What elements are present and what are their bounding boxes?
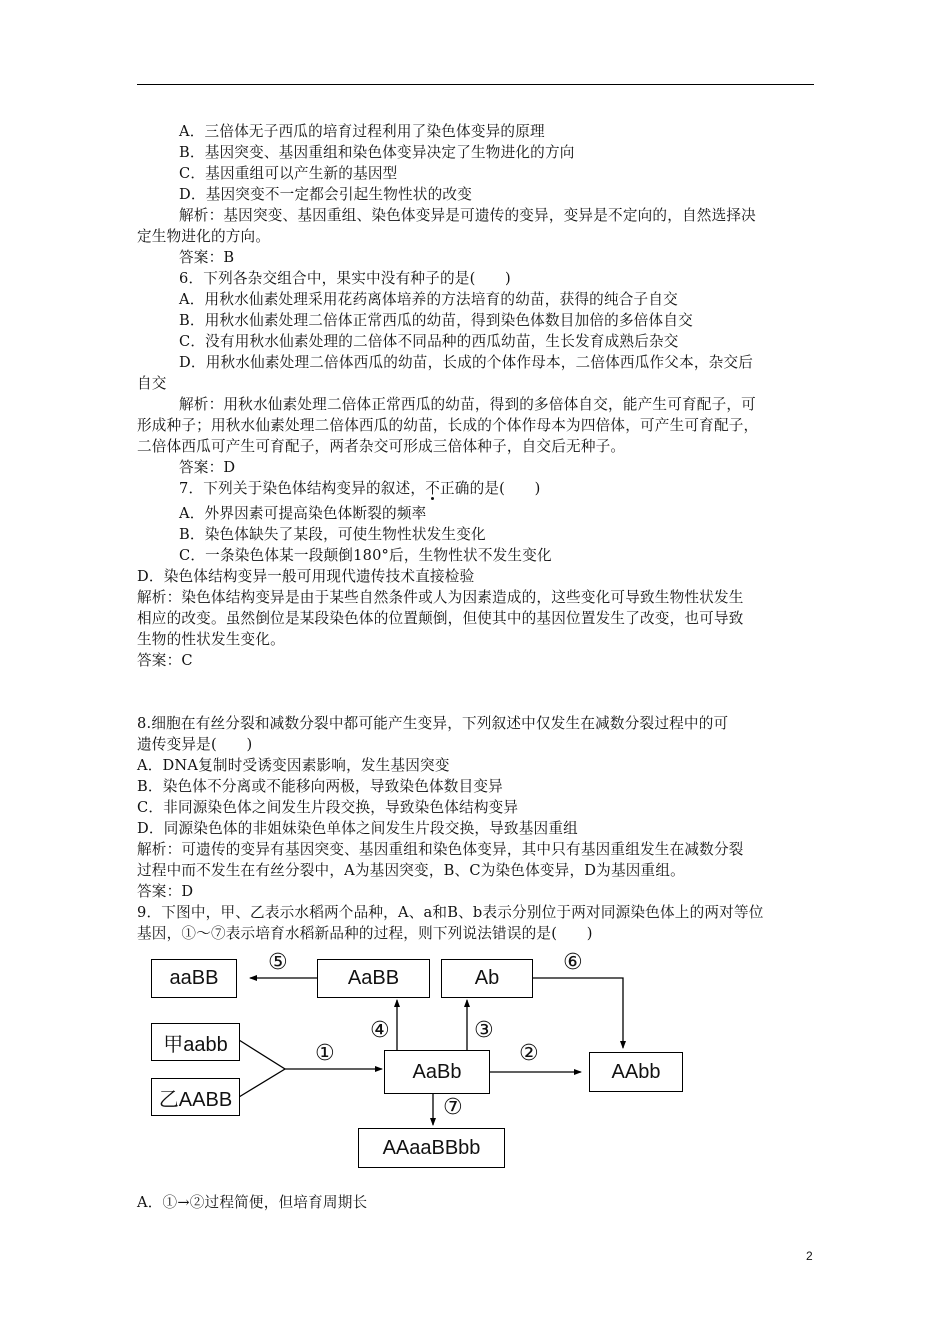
q7-emphasis-not: 不 [425, 480, 440, 497]
q8-stem-2: 遗传变异是( ) [137, 736, 253, 753]
box-AAaaBBbb: AAaaBBbb [358, 1128, 505, 1168]
q6-analysis-2: 形成种子；用秋水仙素处理二倍体西瓜的幼苗，长成的个体作母本为四倍体，可产生可育配子， [137, 417, 759, 434]
box-AaBB: AaBB [317, 959, 430, 998]
page-number: 2 [806, 1249, 813, 1263]
q9-option-a: A．①→②过程简便，但培育周期长 [137, 1194, 368, 1211]
q6-answer: 答案：D [179, 459, 236, 476]
q6-option-b: B．用秋水仙素处理二倍体正常西瓜的幼苗，得到染色体数目加倍的多倍体自交 [179, 312, 693, 329]
q7-analysis-2: 相应的改变。虽然倒位是某段染色体的位置颠倒，但使其中的基因位置发生了改变，也可导致 [137, 610, 744, 627]
q9-stem-1: 9．下图中，甲、乙表示水稻两个品种，A、a和B、b表示分别位于两对同源染色体上的两对等位 [137, 904, 764, 921]
q6-analysis-1: 解析：用秋水仙素处理二倍体正常西瓜的幼苗，得到的多倍体自交，能产生可育配子，可 [179, 396, 756, 413]
q5-analysis-2: 定生物进化的方向。 [137, 228, 271, 245]
q9-stem-2: 基因，①～⑦表示培育水稻新品种的过程，则下列说法错误的是( ) [137, 925, 593, 942]
step-2-label: ② [519, 1041, 539, 1066]
step-7-label: ⑦ [443, 1095, 463, 1120]
q5-option-a: A．三倍体无子西瓜的培育过程利用了染色体变异的原理 [179, 123, 545, 140]
q8-option-b: B．染色体不分离或不能移向两极，导致染色体数目变异 [137, 778, 503, 795]
q7-stem-part2: 正确的是( ) [439, 480, 541, 497]
q7-stem [179, 479, 541, 499]
step-3-label: ③ [474, 1018, 494, 1043]
q8-option-c: C．非同源染色体之间发生片段交换，导致染色体结构变异 [137, 799, 519, 816]
box-jia-aabb: 甲aabb [151, 1023, 240, 1061]
q7-option-c: C．一条染色体某一段颠倒180°后，生物性状不发生变化 [179, 547, 552, 564]
q8-analysis-1: 解析：可遗传的变异有基因突变、基因重组和染色体变异，其中只有基因重组发生在减数分裂 [137, 841, 744, 858]
q5-answer: 答案：B [179, 249, 235, 266]
q8-analysis-2: 过程中而不发生在有丝分裂中，A为基因突变，B、C为染色体变异，D为基因重组。 [137, 862, 685, 879]
step-5-label: ⑤ [268, 950, 288, 975]
q7-analysis-3: 生物的性状发生变化。 [137, 631, 285, 648]
q7-option-a: A．外界因素可提高染色体断裂的频率 [179, 505, 427, 522]
q6-stem: 6．下列各杂交组合中，果实中没有种子的是( ) [179, 270, 511, 287]
q6-option-d-2: 自交 [137, 375, 167, 392]
q8-option-d: D．同源染色体的非姐妹染色单体之间发生片段交换，导致基因重组 [137, 820, 578, 837]
box-Ab: Ab [441, 959, 533, 998]
q6-option-c: C．没有用秋水仙素处理的二倍体不同品种的西瓜幼苗，生长发育成熟后杂交 [179, 333, 679, 350]
q8-option-a: A．DNA复制时受诱变因素影响，发生基因突变 [137, 757, 450, 774]
box-aaBB: aaBB [151, 959, 237, 998]
q8-stem-1: 8.细胞在有丝分裂和减数分裂中都可能产生变异，下列叙述中仅发生在减数分裂过程中的可 [137, 715, 729, 732]
box-AaBb: AaBb [384, 1050, 490, 1094]
q6-option-d-1: D．用秋水仙素处理二倍体西瓜的幼苗，长成的个体作母本，二倍体西瓜作父本，杂交后 [179, 354, 754, 371]
q5-analysis-1: 解析：基因突变、基因重组、染色体变异是可遗传的变异，变异是不定向的，自然选择决 [179, 207, 756, 224]
step-4-label: ④ [370, 1018, 390, 1043]
breeding-diagram [137, 945, 717, 1180]
q7-analysis-1: 解析：染色体结构变异是由于某些自然条件或人为因素造成的，这些变化可导致生物性状发生 [137, 589, 744, 606]
q7-option-b: B．染色体缺失了某段，可使生物性状发生变化 [179, 526, 486, 543]
q6-option-a: A．用秋水仙素处理采用花药离体培养的方法培育的幼苗，获得的纯合子自交 [179, 291, 678, 308]
q6-analysis-3: 二倍体西瓜可产生可育配子，两者杂交可形成三倍体种子，自交后无种子。 [137, 438, 626, 455]
q8-answer: 答案：D [137, 883, 194, 900]
step-6-label: ⑥ [563, 950, 583, 975]
box-yi-AABB: 乙AABB [151, 1078, 240, 1116]
box-AAbb: AAbb [589, 1052, 683, 1092]
q5-option-b: B．基因突变、基因重组和染色体变异决定了生物进化的方向 [179, 144, 575, 161]
merge-lines [239, 1040, 285, 1097]
q5-option-c: C．基因重组可以产生新的基因型 [179, 165, 398, 182]
header-rule [137, 84, 814, 85]
q7-option-d: D．染色体结构变异一般可用现代遗传技术直接检验 [137, 568, 475, 585]
step-1-label: ① [315, 1041, 335, 1066]
q7-answer: 答案：C [137, 652, 193, 669]
q7-stem-part1: 7．下列关于染色体结构变异的叙述， [179, 480, 426, 497]
q5-option-d: D．基因突变不一定都会引起生物性状的改变 [179, 186, 472, 203]
